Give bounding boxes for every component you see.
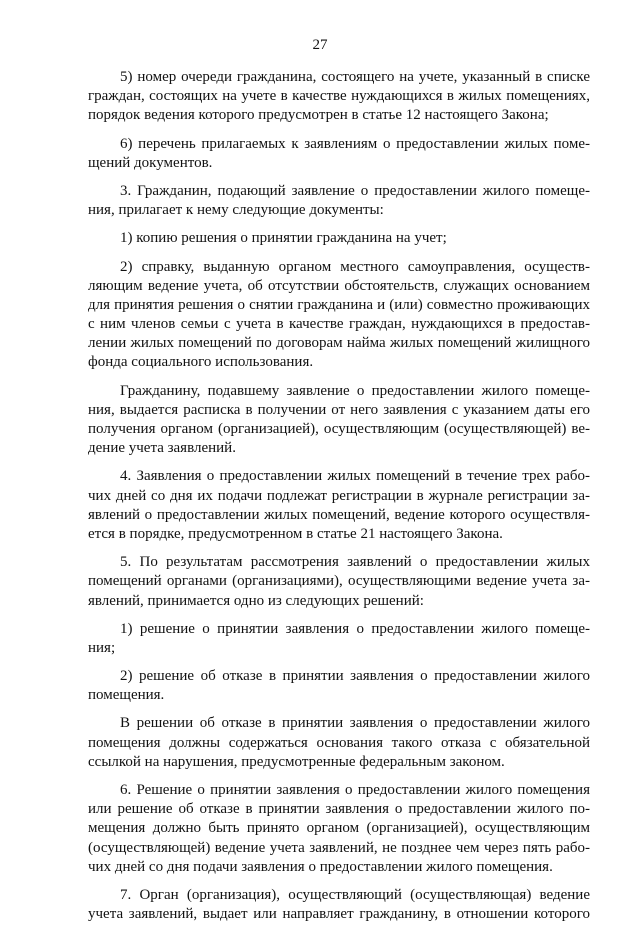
text-line: явлений, принимается одно из следующих решений:: [88, 592, 424, 609]
paragraph: [88, 667, 590, 705]
paragraph: [88, 781, 590, 877]
text-line: учета заявлений, выдает или направляет гражданину, в отношении которого: [88, 906, 590, 923]
text-line: 6) перечень прилагаемых к заявлениям о предоставлении жилых поме-: [120, 135, 590, 152]
text-line: порядок ведения которого предусмотрен в статье 12 настоящего Закона;: [88, 107, 549, 124]
paragraph: [88, 229, 590, 248]
paragraph: [88, 258, 590, 373]
paragraph: [88, 382, 590, 459]
text-line: ния, выдается расписка в получении от него заявления с указанием даты его: [88, 401, 590, 418]
paragraph: [88, 620, 590, 658]
text-line: ния;: [88, 639, 116, 656]
text-line: помещения.: [88, 687, 165, 704]
text-line: ния, прилагает к нему следующие документы:: [88, 202, 384, 219]
text-line: 2) решение об отказе в принятии заявления о предоставлении жилого: [120, 668, 590, 685]
text-line: получения органом (организацией), осуществляющим (осуществляющей) ве-: [88, 421, 590, 437]
text-line: щений документов.: [88, 154, 213, 171]
text-line: (осуществляющей) ведение учета заявлений, не позднее чем через пять рабо-: [88, 839, 590, 856]
text-line: Гражданину, подавшему заявление о предоставлении жилого помеще-: [120, 382, 590, 399]
text-line: фонда социального использования.: [88, 354, 314, 371]
text-line: мещения должно быть принято органом (организацией), осуществляющим: [88, 820, 590, 837]
text-line: чих дней со дня подачи заявления о предоставлении жилого помещения.: [88, 858, 553, 875]
text-line: ляющим ведение учета, об отсутствии обстоятельств, служащих основанием: [88, 277, 590, 294]
text-line: 3. Гражданин, подающий заявление о предоставлении жилого помеще-: [120, 182, 590, 199]
text-line: 5. По результатам рассмотрения заявлений о предоставлении жилых: [120, 554, 590, 571]
paragraph: [88, 68, 590, 126]
text-line: явлений о предоставлении жилых помещений, ведение которого осуществля-: [88, 506, 590, 523]
text-line: ссылкой на нарушения, предусмотренные федеральным законом.: [88, 753, 505, 770]
text-line: помещений органами (организациями), осуществляющими ведение учета за-: [88, 573, 590, 590]
paragraph: [88, 553, 590, 611]
text-line: чих дней со дня их подачи подлежат регистрации в журнале регистрации за-: [88, 487, 590, 504]
text-line: лении жилых помещений по договорам найма жилых помещений жилищного: [88, 335, 590, 352]
paragraph: [88, 135, 590, 173]
text-line: 1) решение о принятии заявления о предоставлении жилого помеще-: [120, 620, 590, 637]
text-line: 1) копию решения о принятии гражданина на учет;: [120, 230, 447, 247]
text-line: для принятия решения о снятии гражданина и (или) совместно проживающих: [88, 296, 590, 313]
paragraph: [88, 714, 590, 772]
document-body: [88, 68, 590, 933]
text-line: 2) справку, выданную органом местного самоуправления, осуществ-: [120, 258, 590, 275]
text-line: 7. Орган (организация), осуществляющий (осуществляющая) ведение: [120, 886, 590, 903]
text-line: 4. Заявления о предоставлении жилых помещений в течение трех рабо-: [120, 468, 590, 485]
text-line: 6. Решение о принятии заявления о предоставлении жилого помещения: [120, 782, 590, 798]
text-line: 5) номер очереди гражданина, состоящего на учете, указанный в списке: [120, 69, 590, 85]
text-line: помещения должны содержаться основания такого отказа с обязательной: [88, 734, 590, 751]
text-line: дение учета заявлений.: [88, 440, 236, 457]
text-line: или решение об отказе в принятии заявления о предоставлении жилого по-: [88, 801, 590, 818]
paragraph: [88, 182, 590, 220]
text-line: граждан, состоящих на учете в качестве нуждающихся в жилых помещениях,: [88, 88, 590, 105]
page-number: 27: [312, 37, 328, 53]
paragraph: [88, 886, 590, 924]
paragraph: [88, 467, 590, 544]
text-line: В решении об отказе в принятии заявления о предоставлении жилого: [120, 715, 590, 732]
text-line: с ним членов семьи с учета в качестве граждан, нуждающихся в предостав-: [88, 316, 590, 333]
text-line: ется в порядке, предусмотренном в статье 21 настоящего Закона.: [88, 525, 503, 542]
